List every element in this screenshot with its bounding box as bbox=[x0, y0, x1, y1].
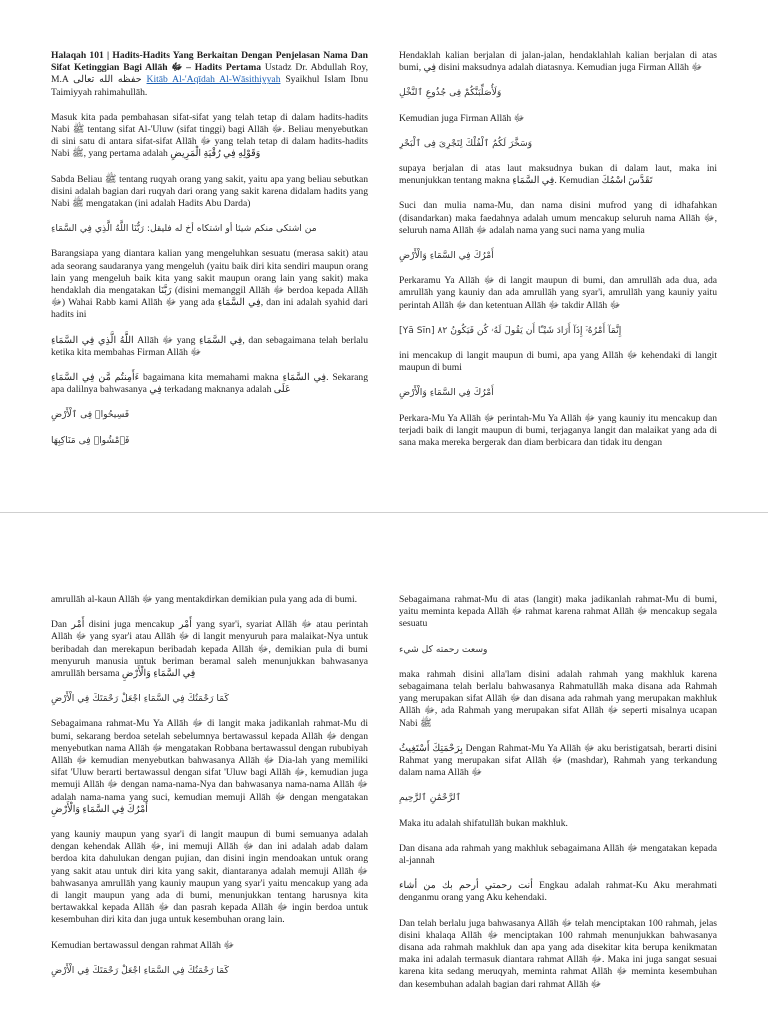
speaker-line: Ustadz Dr. Abdullah Roy, M.A حفظه الله تعالى bbox=[51, 62, 368, 86]
arabic-verse: وَلَأُصَلِّبَنَّكُمْ فِى جُذُوعِ ٱلنَّخْلِ bbox=[399, 87, 502, 99]
arabic-text: أَمْرُكَ فِي السَّمَاءِ وَالْأَرْضِ bbox=[399, 250, 494, 262]
arabic-text: وسعت رحمته كل شيء bbox=[399, 643, 488, 655]
arabic-verse: وَسَخَّرَ لَكُمُ ٱلْفُلْكَ لِتَجْرِىَ فِى ٱلْبَحْرِ bbox=[399, 137, 533, 149]
paragraph: yang kauniy maupun yang syar'i di langit maupun di bumi semuanya adalah dengan kehendak Allāh ﷻ, ini memuji Allāh ﷻ dan ini adalah adab dalam berdoa kita dahulukan dengan pujian, dan disini ingin mendoakan untuk orang yang sakit atau untuk diri kita yang sakit, diantaranya adalah memuji Allāh ﷻ bahwasanya amrullāh yang kauniy maupun yang syar'i yaitu mencakup yang ada di langit maupun yang ada di bumi, menunjukkan tentang harusnya kita bertawakkal kepada Allāh ﷻ dan pasrah kepada Allāh ﷻ ingin berdoa untuk kesembuhan diri kita dan juga untuk kesembuhan orang lain. bbox=[51, 829, 368, 926]
paragraph: Dan telah berlalu juga bahwasanya Allāh ﷻ telah menciptakan 100 rahmah, jelas disini khalaqa Allāh ﷻ menciptakan 100 rahmah menunjukkan bahwasanya disana ada rahmah makhluk dan apa yang ada disekitar kita berupa kenikmatan maka ini adalah termasuk diantara rahmat Allāh ﷻ. Maka ini juga sangat sesuai karena kita sedang meruqyah, meminta rahmat Allāh ﷻ meminta kesembuhan dan kesembuhan adalah bagian dari rahmat Allāh ﷻ bbox=[399, 917, 717, 990]
document-page-2 bbox=[0, 512, 768, 1025]
paragraph: Kemudian bertawassul dengan rahmat Allāh ﷻ bbox=[51, 939, 235, 951]
arabic-text: كَمَا رَحْمَتُكَ فِي السَّمَاءِ اجْعَلْ رَحْمَتَكَ فِي الْأَرْضِ bbox=[51, 693, 229, 705]
paragraph: Maka itu adalah shifatullāh bukan makhluk. bbox=[399, 817, 568, 829]
paragraph: Sabda Beliau ﷺ tentang ruqyah orang yang sakit, yaitu apa yang beliau sebutkan disini adalah bagian dari ruqyah dari orang yang sakit karena didalam hadits yang Nabi ﷺ mengatakan (ini adalah Hadits Abu Darda) bbox=[51, 173, 368, 210]
paragraph: Perkaramu Ya Allāh ﷻ di langit maupun di bumi, dan amrullāh ada dua, ada amrullāh yang kauniy dan ada amrullāh yang syar'i, amrullāh yang kauniy yaitu perintah Allāh ﷻ dan ketentuan Allāh ﷻ takdir Allāh ﷻ bbox=[399, 275, 717, 311]
paragraph: أنت رحمتي أرحم بك من أشاء Engkau adalah rahmat-Ku Aku merahmati denganmu orang yang Aku kehendaki. bbox=[399, 880, 717, 904]
arabic-text: كَمَا رَحْمَتُكَ فِي السَّمَاءِ اجْعَلْ رَحْمَتَكَ فِي الْأَرْضِ bbox=[51, 964, 229, 976]
paragraph: Perkara-Mu Ya Allāh ﷻ perintah-Mu Ya Allāh ﷻ yang kauniy itu mencakup dan terjadi baik di langit maupun di bumi, terjaganya langit dan malaikat yang ada di sana maka mereka bergerak dan diam berbicara dan tidak itu dengan bbox=[399, 412, 717, 449]
paragraph: بِرَحْمَتِكَ أَسْتَغِيثُ Dengan Rahmat-Mu Ya Allāh ﷻ aku beristigatsah, berarti disini Rahmat yang merupakan sifat Allāh ﷻ (mashdar), Rahmah yang terkandung dalam nama Allāh ﷻ bbox=[399, 742, 717, 779]
paragraph: maka rahmah disini alla'lam disini adalah rahmah yang makhluk karena sebagaimana telah berlalu bahwasanya Rahmatullāh maka disana ada Rahmah yang merupakan sifat Allāh ﷻ dan disana ada rahmah yang merupakan makhluk Allāh ﷻ, ada Rahmah yang merupakan sifat Allāh ﷻ seperti misalnya ucapan Nabi ﷺ bbox=[399, 668, 717, 729]
page-1-left-column bbox=[51, 50, 368, 500]
document-title: Halaqah 101 | Hadits-Hadits Yang Berkaitan Dengan Penjelasan Nama Dan Sifat Ketinggian Bagi Allāh ﷻ – Hadits Pertama bbox=[51, 50, 368, 74]
document-page-1 bbox=[0, 0, 768, 512]
paragraph: Masuk kita pada pembahasan sifat-sifat yang telah tetap di dalam hadits-hadits Nabi ﷺ tentang sifat Al-'Uluw (sifat tinggi) bagi Allāh ﷻ. Beliau menyebutkan di sini satu di antara sifat-sifat Allāh ﷻ yang telah tetap di dalam hadits-hadits Nabi ﷺ, yang pertama adalah وَقَوْلِهِ فِي رُقْيَةِ الْمَرِيضِ bbox=[51, 111, 368, 160]
paragraph: amrullāh al-kaun Allāh ﷻ yang mentakdirkan demikian pula yang ada di bumi. bbox=[51, 594, 358, 605]
arabic-verse: إِنَّمَآ أَمْرُهُۥٓ إِذَآ أَرَادَ شَيْـًٔا أَن يَقُولَ لَهُۥ كُن فَيَكُونُ ٨٢ [Yā Sīn] bbox=[399, 324, 622, 336]
page-1-right-column bbox=[399, 50, 717, 500]
paragraph: ini mencakup di langit maupun di bumi, apa yang Allāh ﷻ kehendaki di langit maupun di bumi bbox=[399, 350, 717, 374]
intro-paragraph bbox=[51, 50, 368, 99]
arabic-text: أَمْرُكَ فِي السَّمَاءِ وَالْأَرْضِ bbox=[399, 387, 494, 399]
paragraph: Dan disana ada rahmah yang makhluk sebagaimana Allāh ﷻ mengatakan kepada al-jannah bbox=[399, 842, 717, 867]
paragraph: Kemudian juga Firman Allāh ﷻ bbox=[399, 112, 525, 124]
arabic-verse: فَسِيحُوا۟ فِى ٱلْأَرْضِ bbox=[51, 409, 130, 421]
paragraph: Suci dan mulia nama-Mu, dan nama disini mufrod yang di idhafahkan (disandarkan) maka faedahnya adalah umum mencakup seluruh nama Allāh ﷻ, seluruh nama Allāh ﷻ adalah nama yang suci nama yang mulia bbox=[399, 200, 717, 236]
paragraph: supaya berjalan di atas laut maksudnya bukan di dalam laut, maka ini menunjukkan tentang makna فِي السَّمَاءِ. Kemudian تَقَدَّسَ اسْمُكَ bbox=[399, 163, 717, 187]
paragraph: ءَأَمِنتُم مَّن فِي السَّمَاءِ bagaimana kita memahami makna فِي السَّمَاءِ. Sekarang apa dalilnya bahwasanya فِي terkadang maknanya adalah عَلَى bbox=[51, 372, 368, 396]
paragraph: Dan أَمْر disini juga mencakup أَمْر yang syar'i, syariat Allāh ﷻ atau perintah Allāh ﷻ yang syar'i atau Allāh ﷻ di langit menyuruh para malaikat-Nya untuk beribadah dan merekapun beribadah kepada Allāh ﷻ, demikian pula di bumi menyuruh manusia untuk beriman beramal saleh menunjukkan bahwasanya amrullāh bersama فِي السَّمَاءِ وَالْأَرْضِ bbox=[51, 619, 368, 680]
paragraph: Sebagaimana rahmat-Mu di atas (langit) maka jadikanlah rahmat-Mu di bumi, yaitu meminta kepada Allāh ﷻ rahmat karena rahmat Allāh ﷻ mencakup segala sesuatu bbox=[399, 594, 717, 630]
paragraph: Hendaklah kalian berjalan di jalan-jalan, hendaklahlah kalian berjalan di atas bumi, فِي disini maksudnya adalah diatasnya. Kemudian juga Firman Allāh ﷻ bbox=[399, 50, 717, 74]
page-2-right-column bbox=[399, 594, 717, 1014]
author-line: Syaikhul Islam Ibnu Taimiyyah rahimahullāh. bbox=[51, 74, 368, 98]
paragraph: Sebagaimana rahmat-Mu Ya Allāh ﷻ di langit maka jadikanlah rahmat-Mu di bumi, sekarang berdoa setelah sebelumnya bertawassul kepada Allāh ﷻ dengan menyebutkan nama Allāh ﷻ mengatakan Robbana bertawassul dengan rububiyah Allāh ﷻ kemudian menyebutkan bahwasanya Allāh ﷻ Dia-lah yang memiliki sifat 'Uluw berarti bertawassul dengan sifat 'Uluw bagi Allāh ﷻ, kemudian juga memuji Allāh ﷻ dengan nama-nama-Nya dan bahwasanya nama-nama Allāh ﷻ adalah nama-nama yang suci, kemudian memuji Allāh ﷻ dengan mengatakan أَمْرُكَ فِي السَّمَاءِ وَالْأَرْضِ bbox=[51, 718, 368, 815]
paragraph: Barangsiapa yang diantara kalian yang mengeluhkan sesuatu (merasa sakit) atau ada seorang saudaranya yang mengeluh (yaitu baik diri kita sendiri maupun orang lain yang mengeluh baik kita yang sakit maupun orang lain yang sakit) maka hendaklah dia mengatakan رَبَّنَا (disini memanggil Allāh ﷻ berdoa kepada Allāh ﷻ) Wahai Rabb kami Allāh ﷻ yang ada فِي السَّمَاءِ, dan ini adalah syahid dari hadits ini bbox=[51, 248, 368, 321]
arabic-verse: فَٱمْشُوا۟ فِى مَنَاكِبِهَا bbox=[51, 434, 130, 446]
paragraph: اللَّهُ الَّذِي فِي السَّمَاءِ Allāh ﷻ yang فِي السَّمَاءِ, dan sebagaimana telah berlalu ketika kita membahas Firman Allāh ﷻ bbox=[51, 334, 368, 358]
arabic-text: من اشتكى منكم شيئا أو اشتكاه أخ له فليقل: رَبُّنَا اللَّهُ الَّذِي فِي السَّمَاءِ bbox=[51, 223, 317, 235]
page-2-left-column bbox=[51, 594, 368, 1014]
book-link[interactable]: Kitāb Al-'Aqīdah Al-Wāsithiyyah bbox=[146, 74, 281, 86]
arabic-verse: ٱلرَّحْمَٰنِ ٱلرَّحِيمِ bbox=[399, 792, 461, 804]
